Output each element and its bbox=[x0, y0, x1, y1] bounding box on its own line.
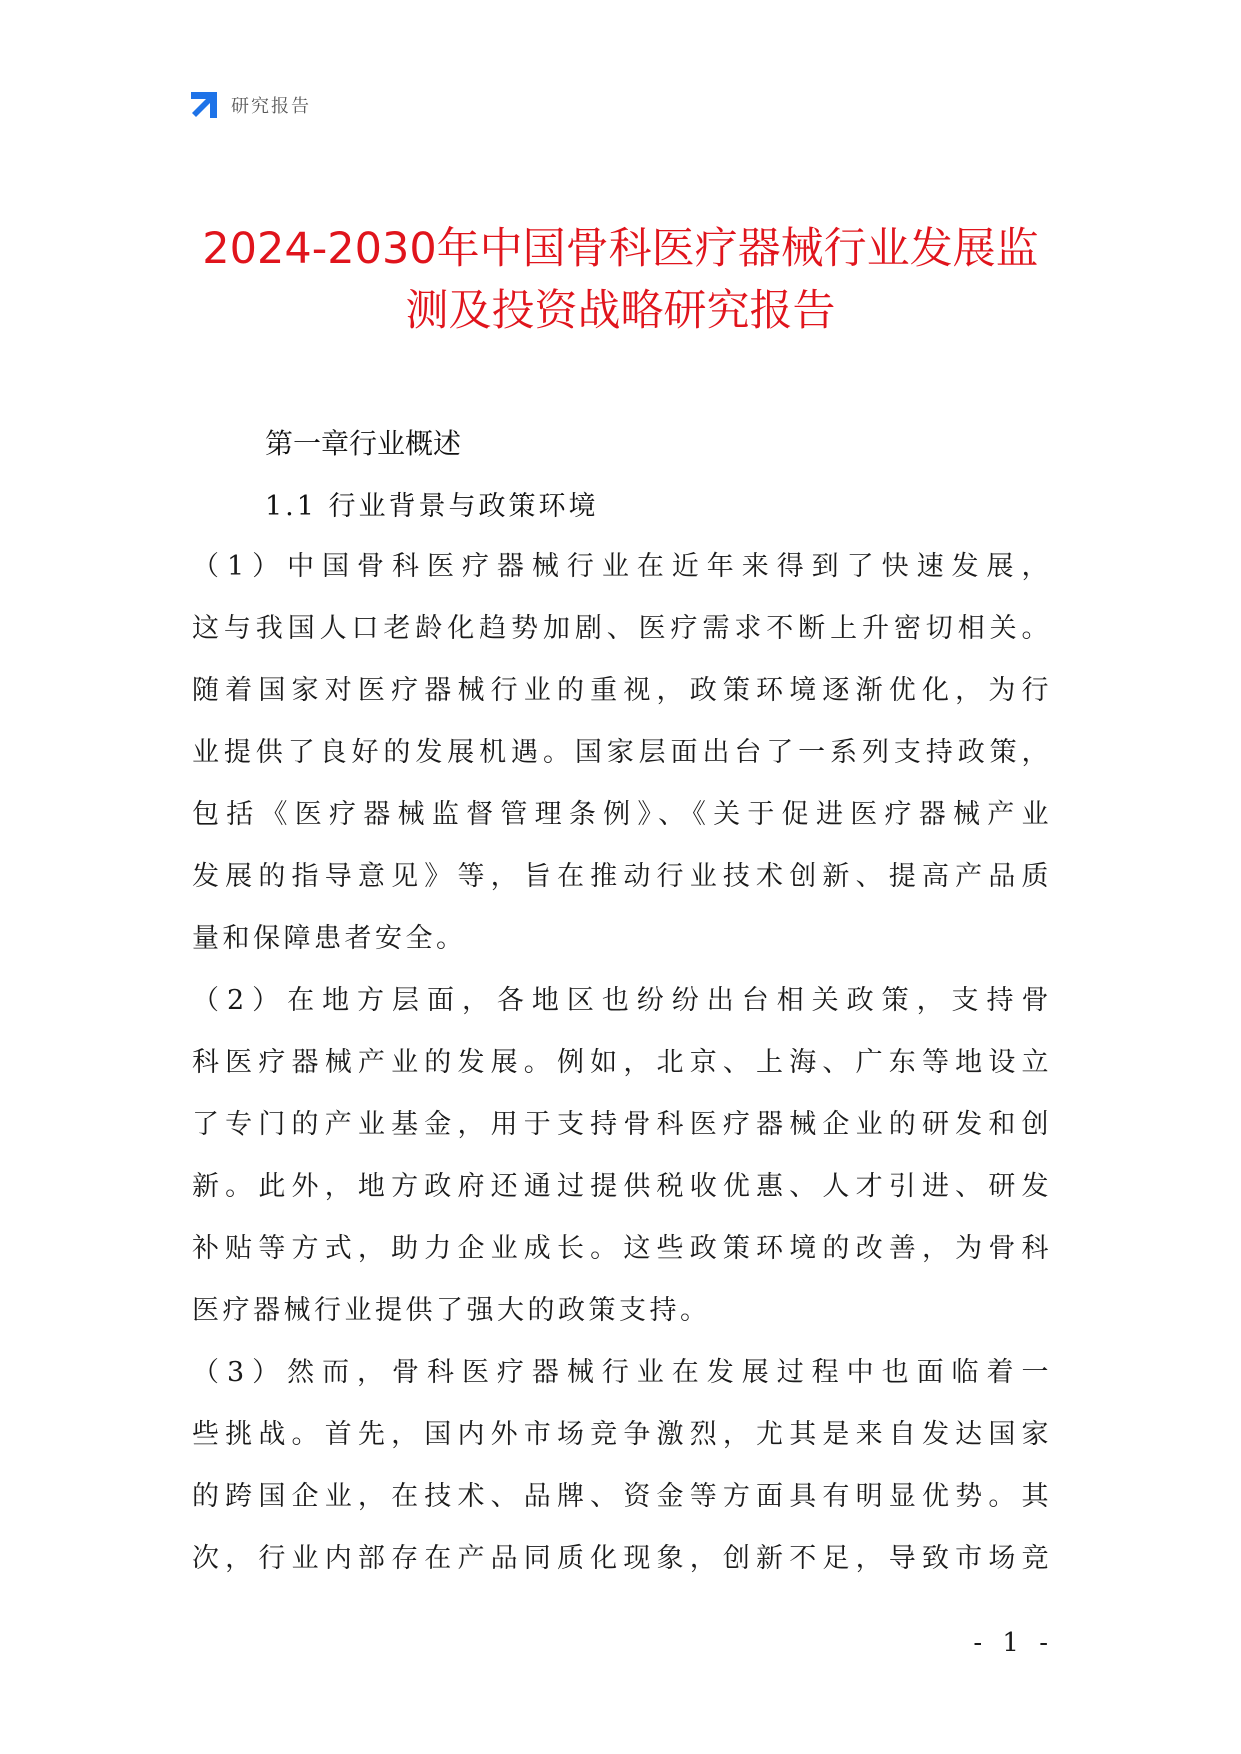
paragraph-line: 包括《医疗器械监督管理条例》、《关于促进医疗器械产业 bbox=[192, 799, 1052, 830]
paragraph-line: 科医疗器械产业的发展。例如，北京、上海、广东等地设立 bbox=[192, 1047, 1052, 1078]
arrow-up-right-icon bbox=[189, 90, 219, 120]
paragraph-line: 新。此外，地方政府还通过提供税收优惠、人才引进、研发 bbox=[192, 1171, 1052, 1202]
paragraph-line: 些挑战。首先，国内外市场竞争激烈，尤其是来自发达国家 bbox=[192, 1419, 1052, 1450]
paragraph-line: 业提供了良好的发展机遇。国家层面出台了一系列支持政策， bbox=[192, 737, 1052, 768]
paragraph-line: （2）在地方层面，各地区也纷纷出台相关政策，支持骨 bbox=[192, 985, 1052, 1016]
paragraph-line: 量和保障患者安全。 bbox=[192, 923, 467, 954]
page-header bbox=[189, 90, 311, 120]
title-line-2: 测及投资战略研究报告 bbox=[405, 286, 836, 336]
header-label: 研究报告 bbox=[231, 96, 311, 117]
page-number: - 1 - bbox=[973, 1628, 1054, 1658]
paragraph-2 bbox=[192, 970, 1052, 1342]
paragraph-line: （1）中国骨科医疗器械行业在近年来得到了快速发展， bbox=[192, 551, 1052, 582]
paragraph-line: 的跨国企业，在技术、品牌、资金等方面具有明显优势。其 bbox=[192, 1481, 1052, 1512]
paragraph-line: 发展的指导意见》等，旨在推动行业技术创新、提高产品质 bbox=[192, 861, 1052, 892]
section-heading: 1.1 行业背景与政策环境 bbox=[265, 491, 599, 522]
paragraph-1 bbox=[192, 536, 1052, 970]
paragraph-line: （3）然而，骨科医疗器械行业在发展过程中也面临着一 bbox=[192, 1357, 1052, 1388]
paragraph-line: 补贴等方式，助力企业成长。这些政策环境的改善，为骨科 bbox=[192, 1233, 1052, 1264]
title-line-1: 2024-2030年中国骨科医疗器械行业发展监 bbox=[202, 224, 1039, 274]
paragraph-line: 随着国家对医疗器械行业的重视，政策环境逐渐优化，为行 bbox=[192, 675, 1052, 706]
paragraph-line: 这与我国人口老龄化趋势加剧、医疗需求不断上升密切相关。 bbox=[192, 613, 1052, 644]
paragraph-line: 了专门的产业基金，用于支持骨科医疗器械企业的研发和创 bbox=[192, 1109, 1052, 1140]
paragraph-line: 次，行业内部存在产品同质化现象，创新不足，导致市场竞 bbox=[192, 1543, 1052, 1574]
paragraph-3 bbox=[192, 1342, 1052, 1590]
document-title bbox=[150, 218, 1091, 342]
chapter-heading: 第一章行业概述 bbox=[265, 427, 462, 460]
paragraph-line: 医疗器械行业提供了强大的政策支持。 bbox=[192, 1295, 711, 1326]
